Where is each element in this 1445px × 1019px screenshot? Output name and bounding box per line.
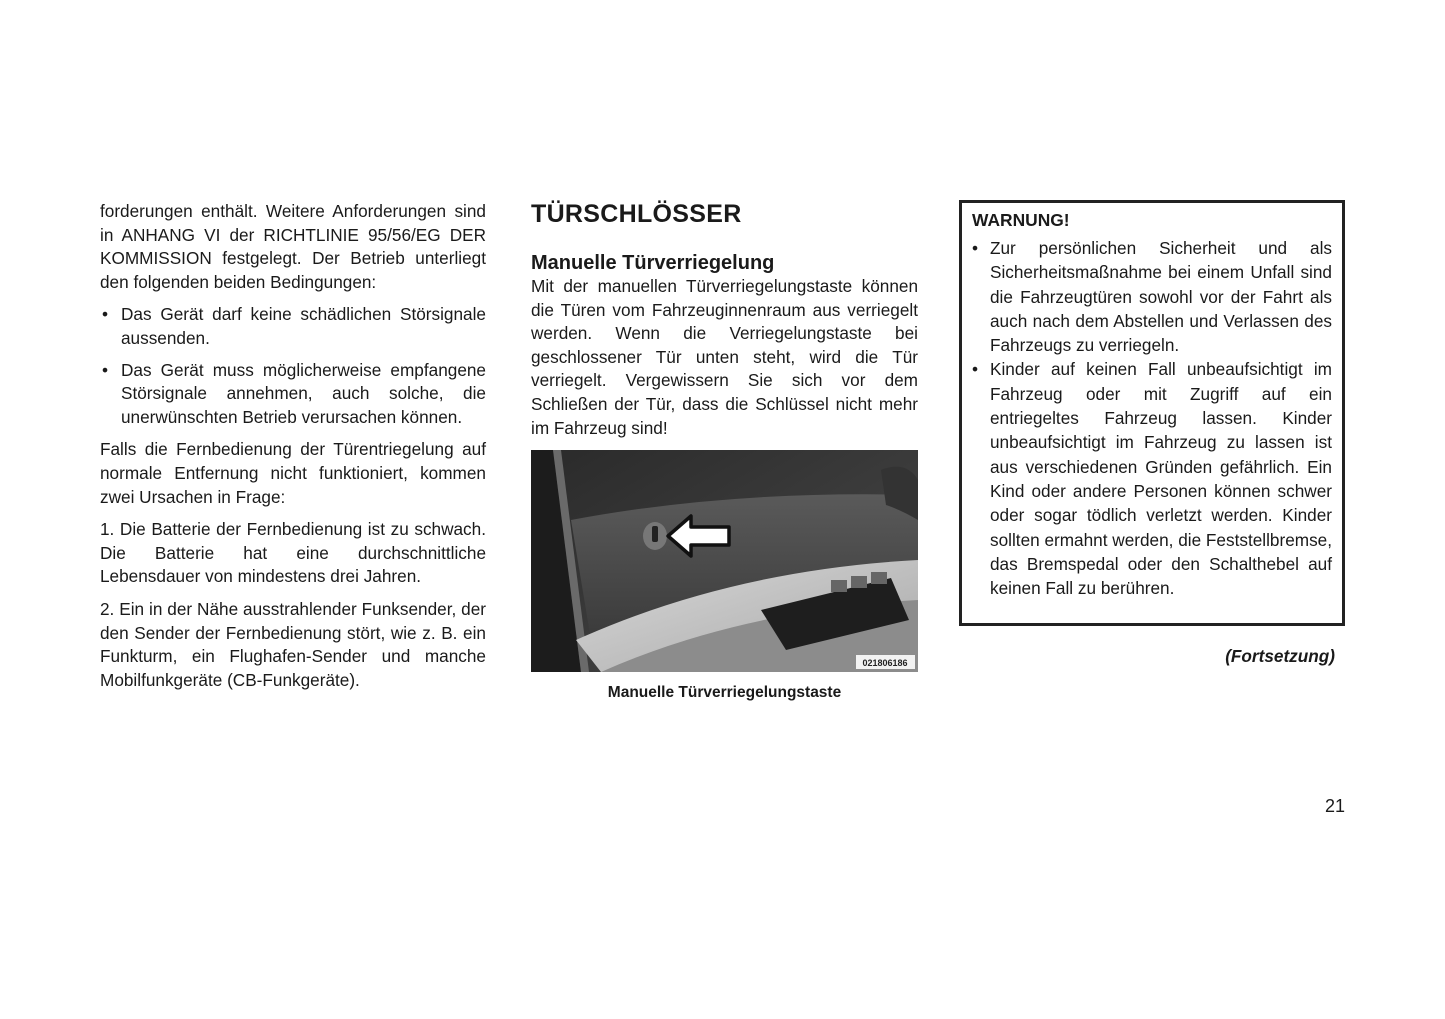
cause-2-paragraph: 2. Ein in der Nähe ausstrahlender Funksender, der den Sender der Fernbedienung stört, wie z. B. ein Funkturm, ein Flughafen-Sender und manche Mobilfunkgeräte (CB-Funkgeräte). <box>100 598 486 690</box>
right-column <box>959 200 1345 667</box>
warning-title: WARNUNG! <box>972 210 1070 230</box>
page-number: 21 <box>1324 796 1345 816</box>
list-item: • Das Gerät darf keine schädlichen Störsignale aussenden. <box>102 304 486 348</box>
door-panel-illustration <box>531 450 918 672</box>
left-column <box>100 200 486 701</box>
continuation-note: (Fortsetzung) <box>1225 646 1335 667</box>
list-item: • Das Gerät muss möglicherweise empfangene Störsignale annehmen, auch solche, die unerwünschten Betrieb verursachen können. <box>102 359 486 427</box>
list-item: • Zur persönlichen Sicherheit und als Sicherheitsmaßnahme bei einem Unfall sind die Fahrzeugtüren sowohl vor der Fahrt als auch nach dem Abstellen und Verlassen des Fahrzeugs zu verriegeln. <box>972 238 1332 356</box>
conditions-list <box>100 303 486 429</box>
door-lock-figure <box>531 450 918 672</box>
bullet-icon: • <box>102 304 109 325</box>
figure-code: 021806186 <box>862 658 908 669</box>
door-lock-paragraph: Mit der manuellen Türverriegelungstaste können die Türen vom Fahrzeuginnenraum aus verriegelt werden. Wenn die Verriegelungstaste bei geschlossener Tür unten steht, wird die Tür verriegelt. Vergewissern Sie sich vor dem Schließen der Tür, dass die Schlüssel nicht mehr im Fahrzeug sind! <box>531 276 918 438</box>
list-item: • Kinder auf keinen Fall unbeaufsichtigt im Fahrzeug oder mit Zugriff auf ein entriegeltes Fahrzeug lassen. Kinder unbeaufsichtigt im Fahrzeug zu lassen ist aus verschiedenen Gründen gefährlich. Ein Kind oder andere Personen können schwer oder sogar tödlich verletzt werden. Kinder sollten ermahnt werden, die Feststellbremse, das Bremspedal oder den Schalthebel auf keinen Fall zu berühren. <box>972 359 1332 599</box>
subsection-heading: Manuelle Türverriegelung <box>531 252 775 274</box>
section-heading: TÜRSCHLÖSSER <box>531 200 742 228</box>
warning-box <box>959 200 1345 626</box>
middle-column <box>531 200 918 702</box>
intro-paragraph: forderungen enthält. Weitere Anforderungen sind in ANHANG VI der RICHTLINIE 95/56/EG DER KOMMISSION festgelegt. Der Betrieb unterliegt den folgenden beiden Bedingungen: <box>100 201 486 292</box>
bullet-icon: • <box>102 359 109 380</box>
cause-1-paragraph: 1. Die Batterie der Fernbedienung ist zu schwach. Die Batterie hat eine durchschnittliche Lebensdauer von mindestens drei Jahren. <box>100 519 486 587</box>
remote-paragraph: Falls die Fernbedienung der Türentriegelung auf normale Entfernung nicht funktioniert, kommen zwei Ursachen in Frage: <box>100 439 486 507</box>
warning-list <box>972 236 1332 600</box>
figure-caption: Manuelle Türverriegelungstaste <box>607 684 842 702</box>
bullet-icon: • <box>972 359 979 380</box>
bullet-icon: • <box>972 238 979 258</box>
